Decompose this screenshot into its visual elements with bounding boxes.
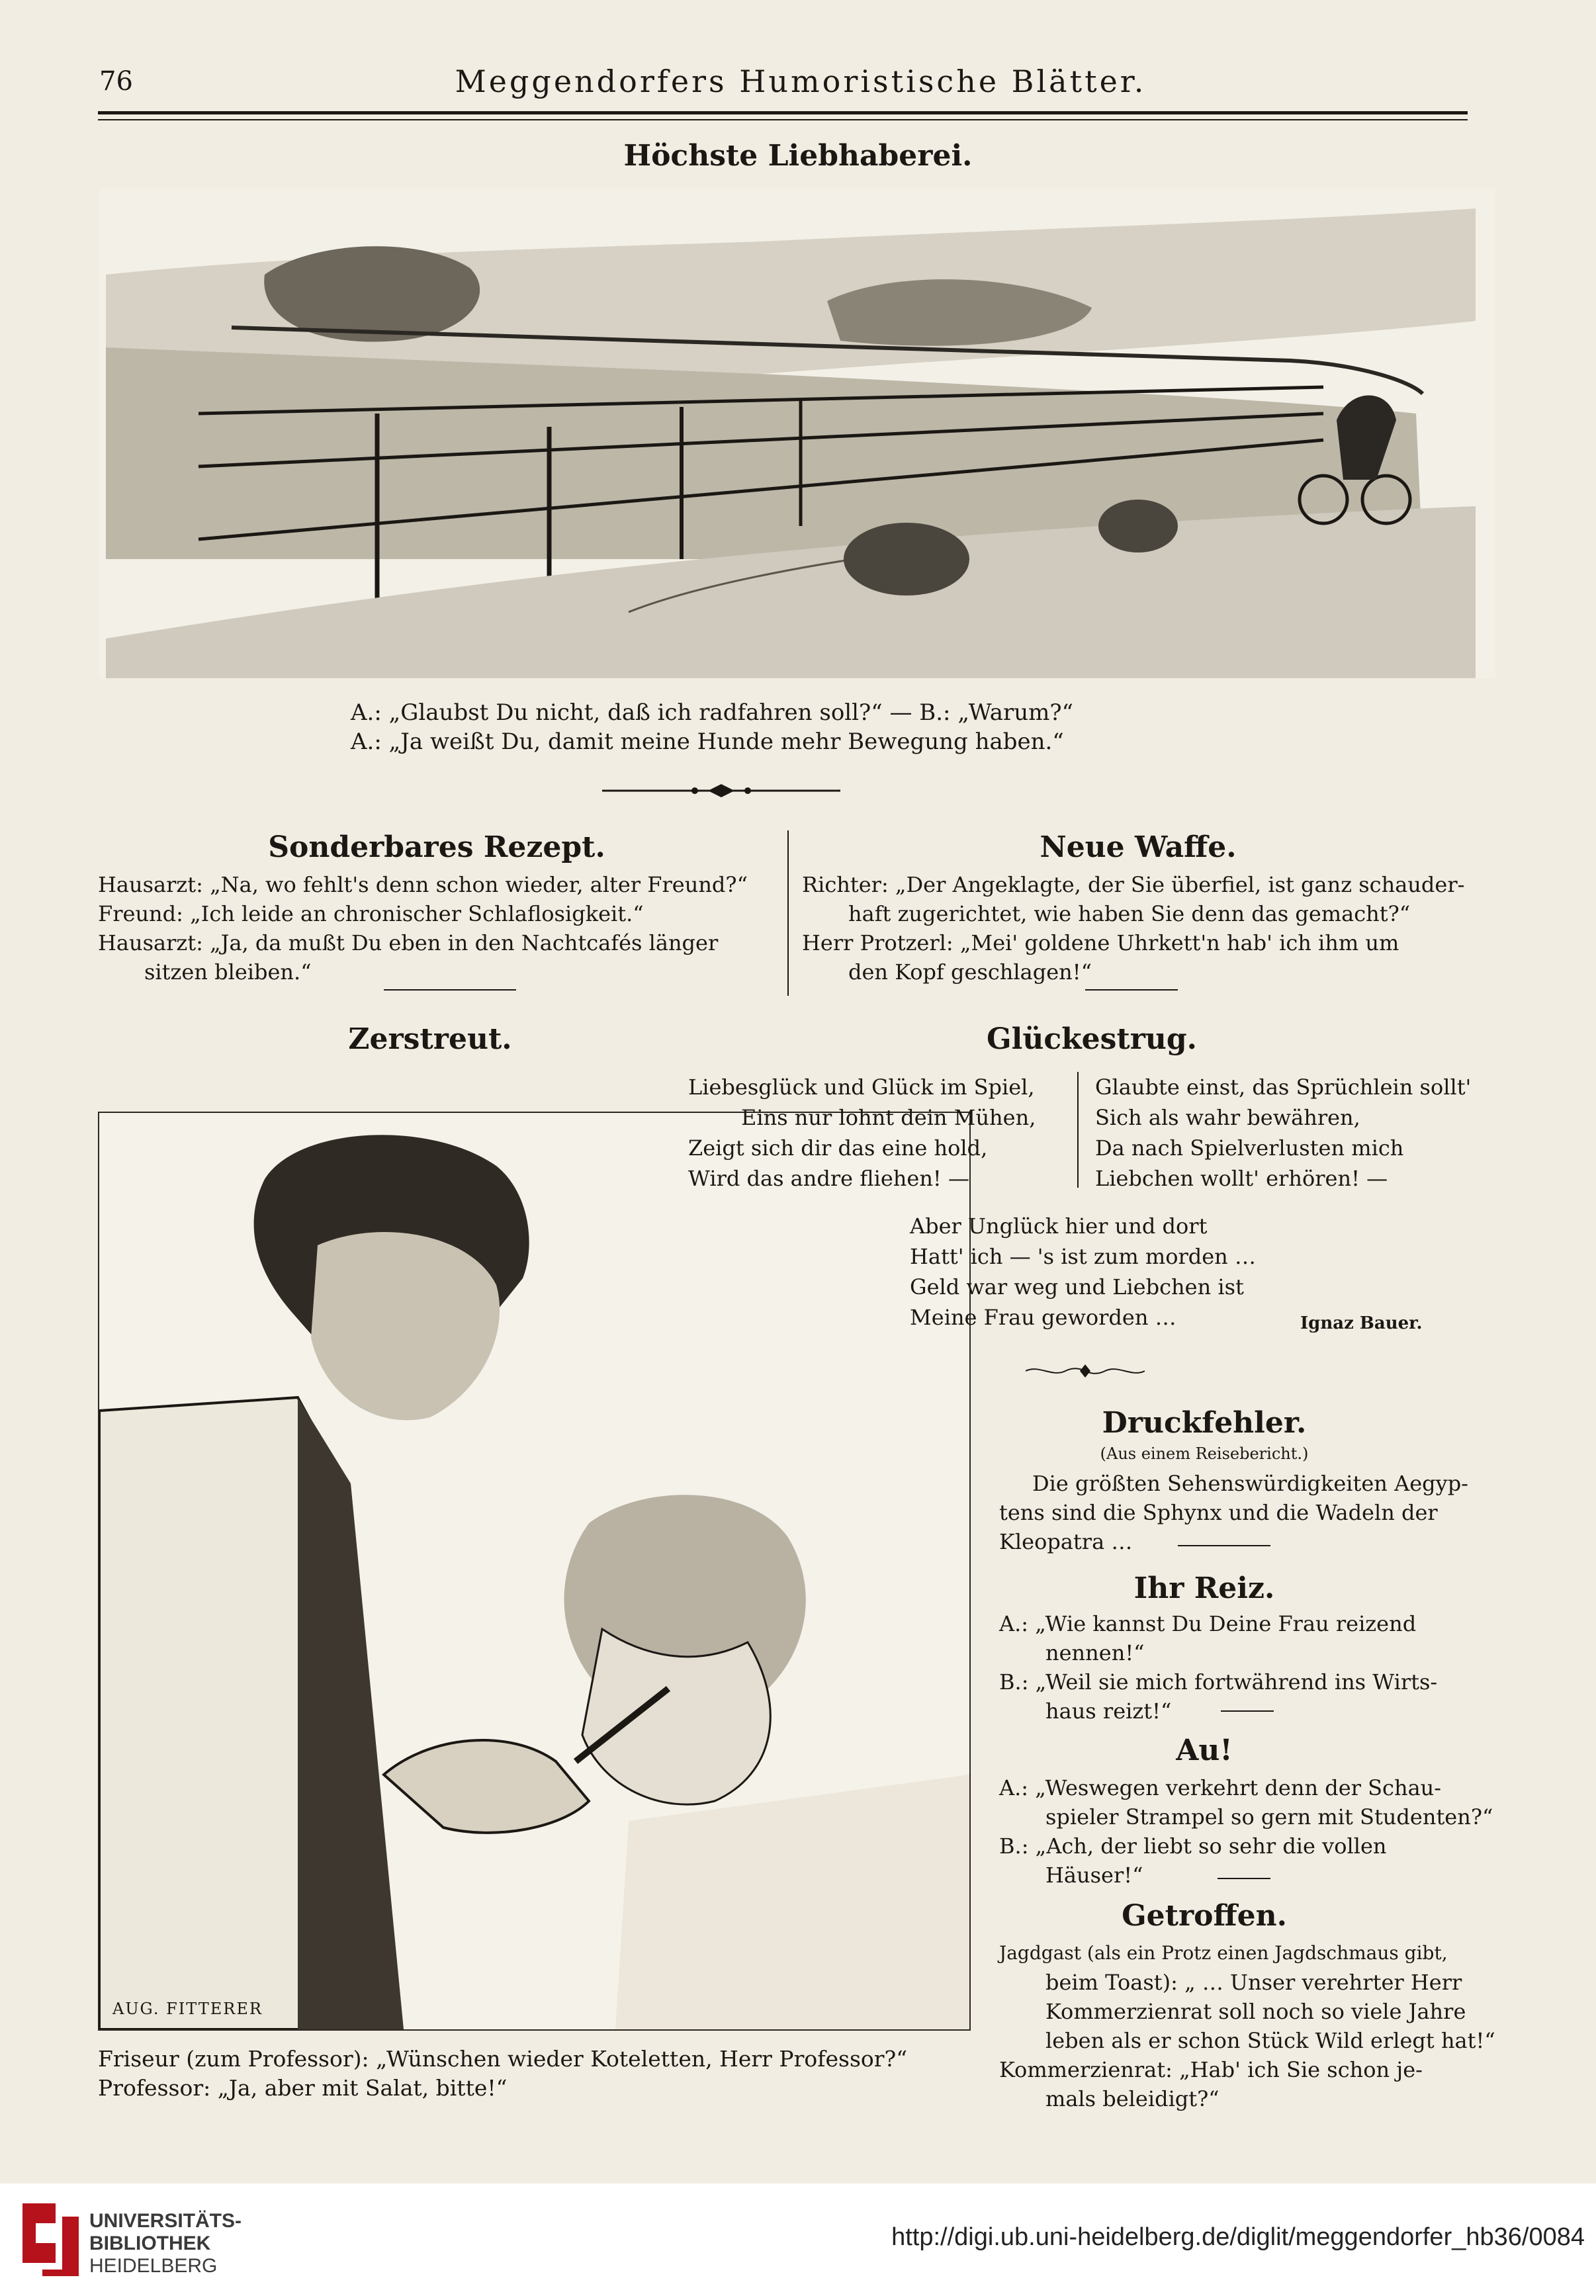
text-line: Freund: „Ich leide an chronischer Schlaflosigkeit.“ [98, 901, 644, 926]
verse-line: Sich als wahr bewähren, [1095, 1105, 1360, 1130]
sonderbares-text [98, 870, 773, 987]
text-line: nennen!“ [1045, 1640, 1145, 1665]
neue-waffe-title: Neue Waffe. [1040, 830, 1237, 864]
text-line: mals beleidigt?“ [1045, 2086, 1219, 2111]
text-line: den Kopf geschlagen!“ [848, 959, 1092, 985]
short-rule [1221, 1710, 1274, 1712]
glueck-stanza-1 [688, 1072, 1059, 1194]
text-line: beim Toast): „ … Unser verehrter Herr [1045, 1970, 1462, 1995]
verse-line: Geld war weg und Liebchen ist [910, 1274, 1244, 1300]
logo-line: BIBLIOTHEK [89, 2232, 211, 2254]
verse-line: Glaubte einst, das Sprüchlein sollt' [1095, 1075, 1472, 1100]
zerstreut-title: Zerstreut. [348, 1022, 512, 1056]
header-rule-thin [98, 119, 1468, 120]
druckfehler-subtitle: (Aus einem Reisebericht.) [1100, 1444, 1309, 1463]
short-rule [1085, 989, 1178, 991]
barber-illustration [98, 1112, 971, 2031]
text-line: Richter: „Der Angeklagte, der Sie überfiel, ist ganz schauder- [802, 872, 1465, 897]
text-line: B.: „Weil sie mich fortwährend ins Wirts- [999, 1669, 1438, 1695]
verse-line: Hatt' ich — 's ist zum morden … [910, 1244, 1256, 1269]
verse-line: Liebesglück und Glück im Spiel, [688, 1075, 1035, 1100]
page-number: 76 [99, 66, 133, 97]
glueck-stanza-2 [1095, 1072, 1472, 1194]
getroffen-text [999, 1939, 1495, 2113]
text-line: Jagdgast (als ein Protz einen Jagdschmaus gibt, [999, 1942, 1448, 1964]
text-line: B.: „Ach, der liebt so sehr die vollen [999, 1833, 1387, 1859]
text-line: Herr Protzerl: „Mei' goldene Uhrkett'n hab' ich ihm um [802, 930, 1399, 955]
ihr-reiz-title: Ihr Reiz. [1133, 1571, 1275, 1605]
footer-bar [0, 2184, 1596, 2296]
glueck-title: Glückestrug. [987, 1022, 1197, 1056]
top-caption-line: A.: „Ja weißt Du, damit meine Hunde mehr Bewegung haben.“ [351, 729, 1064, 755]
text-line: sitzen bleiben.“ [144, 959, 312, 985]
text-line: haus reizt!“ [1045, 1699, 1172, 1724]
verse-line: Zeigt sich dir das eine hold, [688, 1135, 988, 1161]
ornament-divider-small [1026, 1363, 1145, 1379]
text-line: Kommerzienrat: „Hab' ich Sie schon je- [999, 2057, 1423, 2082]
top-title: Höchste Liebhaberei. [623, 139, 973, 173]
text-line: leben als er schon Stück Wild erlegt hat!“ [1045, 2028, 1495, 2053]
text-line: haft zugerichtet, wie haben Sie denn das gemacht?“ [848, 901, 1411, 926]
text-line: Hausarzt: „Ja, da mußt Du eben in den Nachtcafés länger [98, 930, 719, 955]
ornament-divider [602, 781, 840, 801]
druckfehler-text [999, 1469, 1476, 1556]
glueck-stanza-3 [910, 1211, 1320, 1333]
text-line: Hausarzt: „Na, wo fehlt's denn schon wieder, alter Freund?“ [98, 872, 748, 897]
text-line: spieler Strampel so gern mit Studenten?“ [1045, 1804, 1493, 1830]
text-line: Kleopatra … [999, 1529, 1133, 1554]
text-line: A.: „Wie kannst Du Deine Frau reizend [999, 1611, 1417, 1636]
text-line: tens sind die Sphynx und die Wadeln der [999, 1500, 1438, 1525]
cycling-dogs-illustration [99, 189, 1495, 678]
zerstreut-caption-line: Professor: „Ja, aber mit Salat, bitte!“ [98, 2075, 508, 2101]
getroffen-title: Getroffen. [1122, 1899, 1287, 1933]
stanza-divider [1077, 1072, 1079, 1188]
glueck-author: Ignaz Bauer. [1300, 1313, 1423, 1333]
top-caption-line: A.: „Glaubst Du nicht, daß ich radfahren soll?“ — B.: „Warum?“ [351, 699, 1073, 726]
library-logo-text [89, 2210, 242, 2277]
ihr-reiz-text [999, 1609, 1476, 1726]
logo-line: HEIDELBERG [89, 2255, 218, 2277]
short-rule [1178, 1545, 1270, 1546]
short-rule [1218, 1878, 1270, 1879]
verse-line: Da nach Spielverlusten mich [1095, 1135, 1404, 1161]
running-title: Meggendorfers Humoristische Blätter. [455, 64, 1147, 99]
verse-line: Wird das andre fliehen! — [688, 1166, 969, 1191]
source-url-link[interactable]: http://digi.ub.uni-heidelberg.de/diglit/meggendorfer_hb36/0084 [891, 2223, 1585, 2251]
verse-line: Aber Unglück hier und dort [910, 1214, 1208, 1239]
au-title: Au! [1176, 1734, 1233, 1767]
verse-line: Eins nur lohnt dein Mühen, [741, 1105, 1036, 1130]
text-line: Die größten Sehenswürdigkeiten Aegyp- [1032, 1471, 1468, 1496]
zerstreut-caption-line: Friseur (zum Professor): „Wünschen wieder Koteletten, Herr Professor?“ [98, 2046, 908, 2072]
verse-line: Liebchen wollt' erhören! — [1095, 1166, 1388, 1191]
text-line: Kommerzienrat soll noch so viele Jahre [1045, 1999, 1466, 2024]
header-rule-thick [98, 111, 1468, 114]
verse-line: Meine Frau geworden … [910, 1305, 1176, 1330]
column-divider [787, 830, 789, 996]
au-text [999, 1773, 1493, 1890]
text-line: Häuser!“ [1045, 1863, 1143, 1888]
logo-line: UNIVERSITÄTS- [89, 2210, 242, 2232]
library-logo-icon [16, 2197, 82, 2283]
neue-waffe-text [802, 870, 1470, 987]
illustration-signature: AUG. FITTERER [112, 2000, 263, 2018]
sonderbares-title: Sonderbares Rezept. [268, 830, 605, 864]
druckfehler-title: Druckfehler. [1102, 1406, 1307, 1440]
short-rule [384, 989, 516, 991]
text-line: A.: „Weswegen verkehrt denn der Schau- [999, 1775, 1442, 1800]
